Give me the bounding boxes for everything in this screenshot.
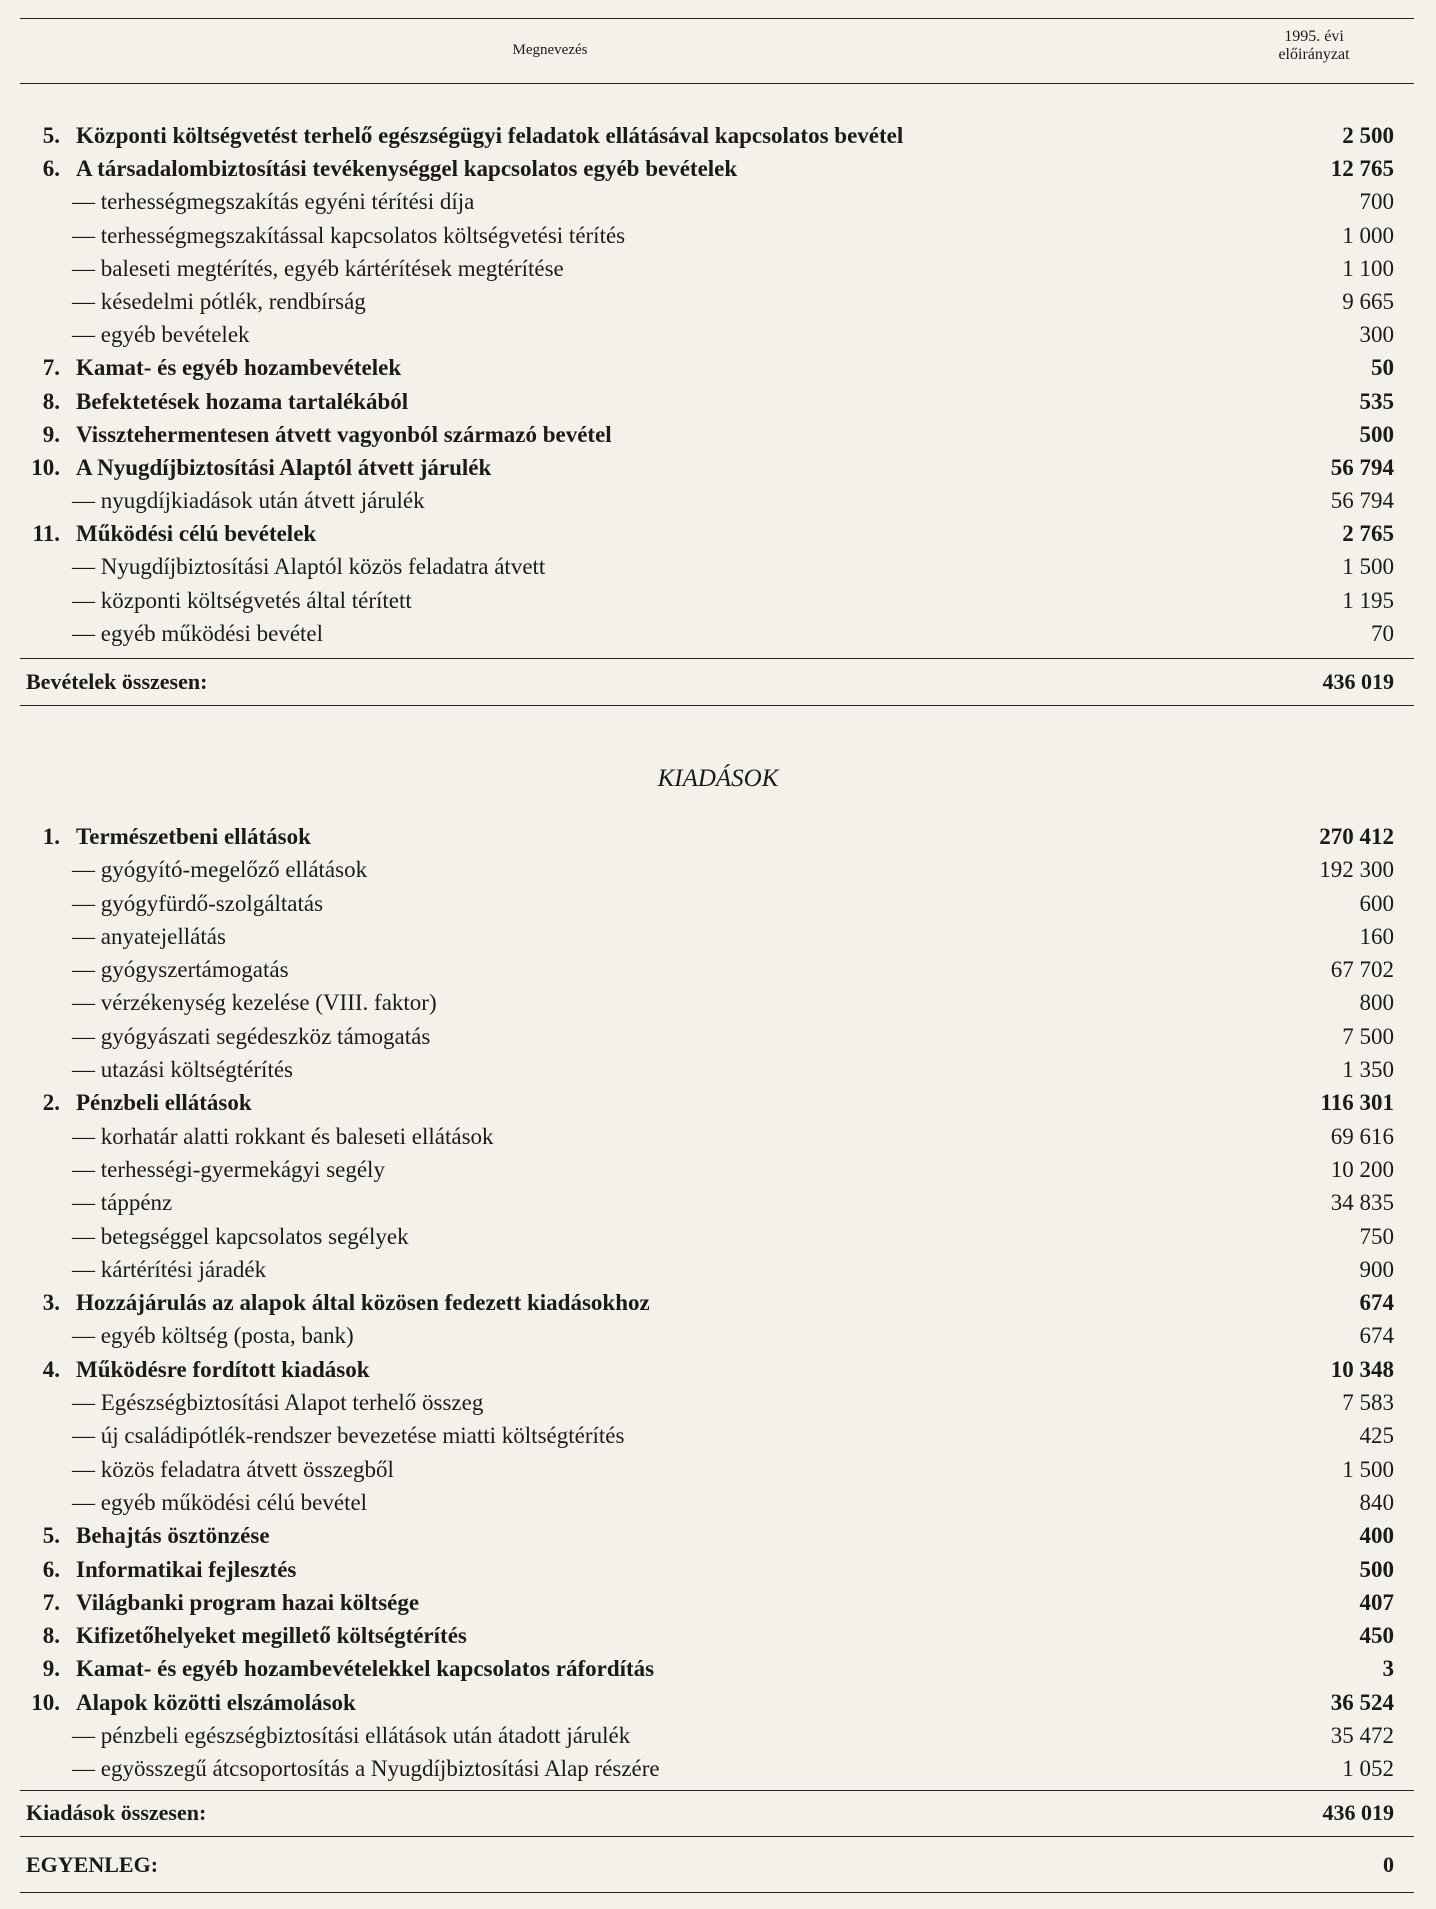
row-value: 407	[1359, 1589, 1394, 1615]
income-table	[20, 119, 1414, 650]
row-value: 160	[1359, 923, 1394, 949]
year-column-header-line1: 1995. évi	[1284, 28, 1344, 45]
table-row-sub	[20, 920, 1414, 953]
table-row-main	[20, 119, 1414, 152]
row-value: 2 765	[1342, 521, 1394, 547]
row-number: 5.	[42, 123, 60, 148]
name-column-header: Megnevezés	[512, 42, 588, 58]
row-label: — baleseti megtérítés, egyéb kártérítések megtérítése	[72, 255, 564, 281]
row-value: 425	[1359, 1423, 1394, 1449]
table-row-sub	[20, 617, 1414, 650]
row-value: 1 500	[1342, 1456, 1394, 1482]
table-row-sub	[20, 1153, 1414, 1186]
row-value: 12 765	[1330, 156, 1394, 182]
row-number: 1.	[42, 824, 60, 849]
table-row-main	[20, 152, 1414, 185]
table-row-main	[20, 451, 1414, 484]
row-value: 535	[1359, 388, 1394, 414]
row-value: 1 195	[1342, 587, 1394, 613]
row-value: 3	[1382, 1656, 1394, 1682]
row-number: 10.	[31, 454, 60, 480]
row-label: Kifizetőhelyeket megillető költségtérítés	[76, 1623, 467, 1649]
row-value: 1 000	[1342, 222, 1394, 248]
row-value: 70	[1371, 620, 1394, 646]
row-value: 270 412	[1319, 824, 1394, 849]
row-value: 50	[1371, 355, 1394, 381]
row-value: 700	[1359, 189, 1394, 215]
table-row-main	[20, 1652, 1414, 1685]
row-number: 9.	[42, 1656, 60, 1682]
table-header	[20, 20, 1414, 82]
table-row-main	[20, 1353, 1414, 1386]
row-label: Központi költségvetést terhelő egészségügyi feladatok ellátásával kapcsolatos bevétel	[76, 123, 904, 148]
balance-row	[20, 1848, 1414, 1882]
table-row-sub	[20, 853, 1414, 886]
row-label: — vérzékenység kezelése (VIII. faktor)	[72, 990, 437, 1016]
row-label: — betegséggel kapcsolatos segélyek	[72, 1223, 409, 1249]
row-value: 10 348	[1330, 1356, 1394, 1382]
balance-value: 0	[1383, 1852, 1394, 1877]
row-label: — gyógyászati segédeszköz támogatás	[72, 1023, 431, 1049]
income-total-bottom-rule	[20, 705, 1414, 706]
table-row-sub	[20, 285, 1414, 318]
row-label: — egyéb működési célú bevétel	[72, 1489, 368, 1515]
row-number: 6.	[42, 1556, 60, 1582]
row-number: 8.	[42, 1623, 60, 1649]
row-number: 6.	[42, 156, 60, 182]
row-number: 10.	[31, 1689, 60, 1715]
row-label: — Egészségbiztosítási Alapot terhelő összeg	[72, 1390, 484, 1416]
table-row-main	[20, 385, 1414, 418]
row-label: Alapok közötti elszámolások	[76, 1689, 356, 1715]
table-row-sub	[20, 550, 1414, 583]
header-top-rule	[20, 18, 1414, 19]
row-label: Működésre fordított kiadások	[76, 1356, 370, 1382]
table-row-main	[20, 1519, 1414, 1552]
table-row-sub	[20, 1419, 1414, 1452]
row-value: 34 835	[1330, 1190, 1394, 1216]
row-label: — terhességi-gyermekágyi segély	[72, 1156, 385, 1182]
row-value: 36 524	[1330, 1689, 1394, 1715]
balance-bottom-rule	[20, 1892, 1414, 1893]
row-number: 11.	[32, 521, 60, 547]
row-value: 2 500	[1342, 123, 1394, 148]
row-label: Pénzbeli ellátások	[76, 1090, 252, 1116]
row-value: 56 794	[1330, 488, 1394, 514]
row-label: Kamat- és egyéb hozambevételekkel kapcsolatos ráfordítás	[76, 1656, 655, 1682]
table-row-sub	[20, 1752, 1414, 1785]
row-value: 750	[1359, 1223, 1394, 1249]
row-label: — központi költségvetés által térített	[72, 587, 412, 613]
row-label: Kamat- és egyéb hozambevételek	[76, 355, 402, 381]
row-label: — egyéb működési bevétel	[72, 620, 324, 646]
row-number: 4.	[42, 1356, 60, 1382]
table-row-sub	[20, 252, 1414, 285]
row-label: Világbanki program hazai költsége	[76, 1589, 420, 1615]
row-value: 1 500	[1342, 554, 1394, 580]
row-number: 7.	[42, 1589, 60, 1615]
row-label: Befektetések hozama tartalékából	[76, 388, 409, 414]
table-row-sub	[20, 887, 1414, 920]
row-number: 5.	[42, 1523, 60, 1549]
row-value: 9 665	[1342, 288, 1394, 314]
row-value: 56 794	[1330, 454, 1394, 480]
row-label: A társadalombiztosítási tevékenységgel kapcsolatos egyéb bevételek	[76, 156, 738, 182]
row-value: 600	[1359, 890, 1394, 916]
row-value: 192 300	[1319, 857, 1394, 883]
row-value: 1 052	[1342, 1756, 1394, 1782]
row-value: 400	[1359, 1523, 1394, 1549]
income-total-row	[20, 665, 1414, 699]
table-row-main	[20, 1086, 1414, 1119]
table-row-main	[20, 1619, 1414, 1652]
year-column-header	[1244, 28, 1384, 64]
table-row-sub	[20, 1186, 1414, 1219]
expense-total-row	[20, 1796, 1414, 1830]
row-value: 1 100	[1342, 255, 1394, 281]
table-row-sub	[20, 1319, 1414, 1352]
balance-label: EGYENLEG:	[26, 1852, 159, 1877]
table-row-sub	[20, 1453, 1414, 1486]
row-label: Informatikai fejlesztés	[76, 1556, 297, 1582]
row-label: — terhességmegszakítás egyéni térítési díja	[72, 189, 475, 215]
expense-total-value: 436 019	[1322, 1800, 1394, 1825]
row-label: Vissztehermentesen átvett vagyonból származó bevétel	[76, 421, 612, 447]
row-number: 2.	[42, 1090, 60, 1116]
table-row-sub	[20, 1120, 1414, 1153]
table-row-sub	[20, 1253, 1414, 1286]
row-label: — közös feladatra átvett összegből	[72, 1456, 394, 1482]
row-value: 69 616	[1330, 1123, 1394, 1149]
balance-top-rule	[20, 1836, 1414, 1837]
table-row-sub	[20, 318, 1414, 351]
table-row-main	[20, 517, 1414, 550]
row-label: — anyatejellátás	[72, 923, 226, 949]
row-value: 800	[1359, 990, 1394, 1016]
row-value: 1 350	[1342, 1057, 1394, 1083]
row-number: 3.	[42, 1290, 60, 1316]
row-value: 900	[1359, 1256, 1394, 1282]
row-label: — egyösszegű átcsoportosítás a Nyugdíjbiztosítási Alap részére	[72, 1756, 660, 1782]
row-value: 116 301	[1320, 1090, 1394, 1116]
row-label: — kártérítési járadék	[72, 1256, 267, 1282]
table-row-main	[20, 1286, 1414, 1319]
row-label: — gyógyszertámogatás	[72, 957, 289, 983]
row-label: — korhatár alatti rokkant és baleseti ellátások	[72, 1123, 494, 1149]
income-total-value: 436 019	[1322, 669, 1394, 694]
row-number: 7.	[42, 355, 60, 381]
table-row-sub	[20, 1053, 1414, 1086]
table-row-sub	[20, 1486, 1414, 1519]
expense-total-top-rule	[20, 1790, 1414, 1791]
table-row-sub	[20, 1220, 1414, 1253]
row-value: 67 702	[1330, 957, 1394, 983]
table-row-sub	[20, 584, 1414, 617]
expense-total-label: Kiadások összesen:	[26, 1800, 207, 1825]
row-value: 500	[1359, 421, 1394, 447]
row-value: 35 472	[1330, 1723, 1394, 1749]
table-row-main	[20, 1586, 1414, 1619]
table-row-sub	[20, 1386, 1414, 1419]
table-row-sub	[20, 986, 1414, 1019]
row-label: — új családipótlék-rendszer bevezetése miatti költségtérítés	[72, 1423, 625, 1449]
row-label: Hozzájárulás az alapok által közösen fedezett kiadásokhoz	[76, 1290, 650, 1316]
income-total-top-rule	[20, 658, 1414, 659]
table-row-sub	[20, 953, 1414, 986]
row-value: 674	[1359, 1323, 1394, 1349]
income-total-label: Bevételek összesen:	[26, 669, 208, 694]
table-row-main	[20, 351, 1414, 384]
row-label: — nyugdíjkiadások után átvett járulék	[72, 488, 425, 514]
table-row-sub	[20, 1020, 1414, 1053]
row-value: 7 583	[1342, 1390, 1394, 1416]
row-value: 674	[1359, 1290, 1394, 1316]
row-label: Működési célú bevételek	[76, 521, 317, 547]
row-label: — terhességmegszakítással kapcsolatos költségvetési térítés	[72, 222, 626, 248]
row-label: — késedelmi pótlék, rendbírság	[72, 288, 366, 314]
table-row-main	[20, 1686, 1414, 1719]
year-column-header-line2: előirányzat	[1278, 46, 1350, 63]
table-row-sub	[20, 484, 1414, 517]
row-value: 450	[1359, 1623, 1394, 1649]
row-label: — egyéb költség (posta, bank)	[72, 1323, 354, 1349]
row-label: — táppénz	[72, 1190, 173, 1216]
row-number: 9.	[42, 421, 60, 447]
table-row-sub	[20, 219, 1414, 252]
header-bottom-rule	[20, 83, 1414, 84]
table-row-main	[20, 1553, 1414, 1586]
table-row-sub	[20, 185, 1414, 218]
row-label: Természetbeni ellátások	[76, 824, 311, 849]
row-label: Behajtás ösztönzése	[76, 1523, 270, 1549]
row-label: — egyéb bevételek	[72, 322, 250, 348]
table-row-main	[20, 418, 1414, 451]
expense-table	[20, 820, 1414, 1786]
row-value: 7 500	[1342, 1023, 1394, 1049]
table-row-sub	[20, 1719, 1414, 1752]
table-row-main	[20, 820, 1414, 853]
row-value: 10 200	[1330, 1156, 1394, 1182]
row-number: 8.	[42, 388, 60, 414]
row-label: A Nyugdíjbiztosítási Alaptól átvett járulék	[76, 454, 492, 480]
row-label: — pénzbeli egészségbiztosítási ellátások után átadott járulék	[72, 1723, 631, 1749]
row-label: — utazási költségtérítés	[72, 1057, 293, 1083]
expenses-section-title: KIADÁSOK	[657, 765, 779, 792]
row-label: — gyógyfürdő-szolgáltatás	[72, 890, 324, 916]
row-label: — gyógyító-megelőző ellátások	[72, 857, 368, 883]
row-value: 500	[1359, 1556, 1394, 1582]
row-value: 300	[1359, 322, 1394, 348]
row-value: 840	[1359, 1489, 1394, 1515]
row-label: — Nyugdíjbiztosítási Alaptól közös feladatra átvett	[72, 554, 546, 580]
